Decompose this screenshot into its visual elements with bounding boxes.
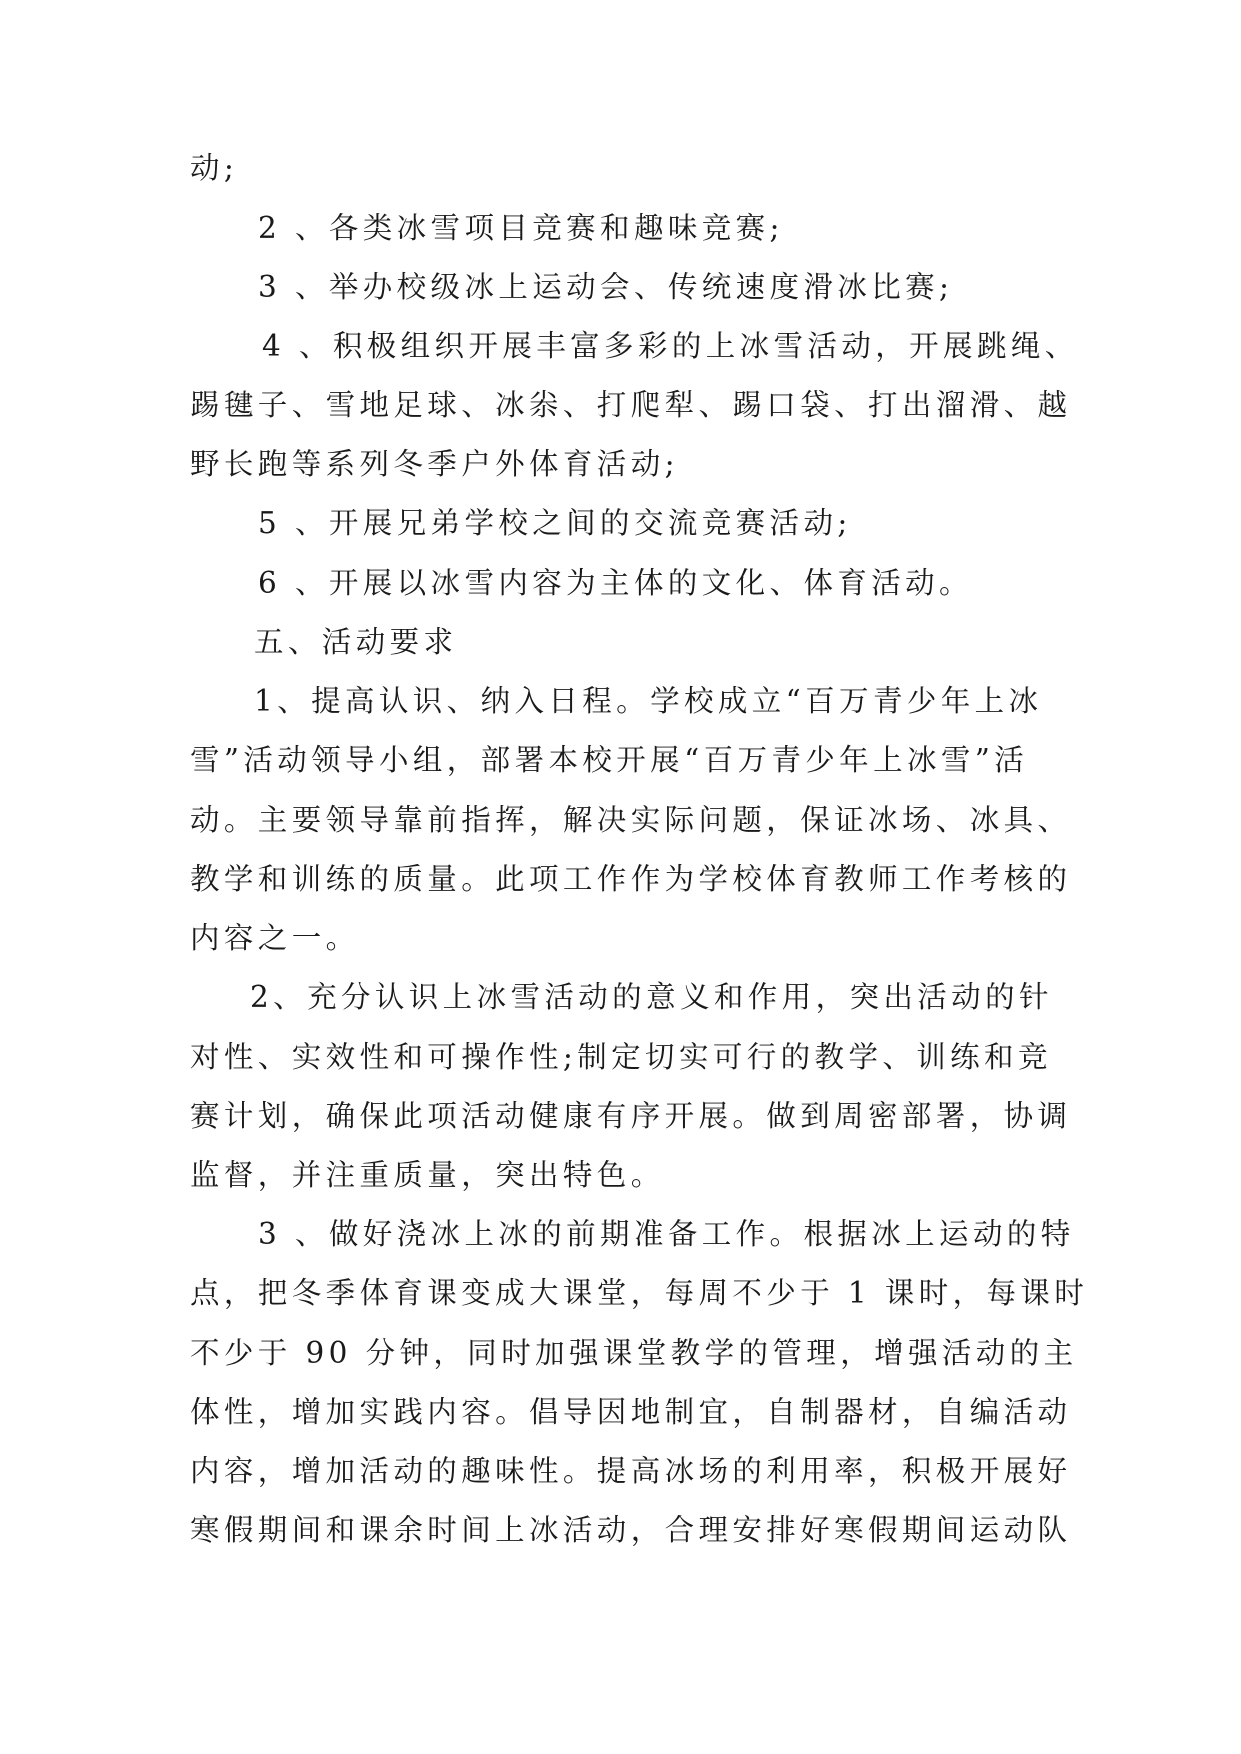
text-line-3: 3 、举办校级冰上运动会、传统速度滑冰比赛; (258, 270, 954, 304)
text-line-10: 1、提高认识、纳入日程。学校成立“百万青少年上冰 (254, 684, 1043, 718)
text-line-21: 不少于 90 分钟，同时加强课堂教学的管理，增强活动的主 (190, 1336, 1078, 1370)
text-line-7: 5 、开展兄弟学校之间的交流竞赛活动; (258, 506, 852, 540)
text-line-22: 体性，增加实践内容。倡导因地制宜，自制器材，自编活动 (190, 1395, 1072, 1429)
text-line-17: 赛计划，确保此项活动健康有序开展。做到周密部署，协调 (190, 1099, 1072, 1133)
text-line-14: 内容之一。 (190, 921, 360, 955)
text-line-12: 动。主要领导靠前指挥，解决实际问题，保证冰场、冰具、 (190, 803, 1072, 837)
text-line-11: 雪”活动领导小组，部署本校开展“百万青少年上冰雪”活 (190, 743, 1029, 777)
text-line-1: 动; (190, 151, 239, 185)
text-line-16: 对性、实效性和可操作性;制定切实可行的教学、训练和竞 (190, 1040, 1052, 1074)
text-line-5: 踢毽子、雪地足球、冰尜、打爬犁、踢口袋、打出溜滑、越 (190, 388, 1072, 422)
text-line-20: 点，把冬季体育课变成大课堂，每周不少于 1 课时，每课时 (190, 1276, 1089, 1310)
text-line-2: 2 、各类冰雪项目竞赛和趣味竞赛; (258, 211, 784, 245)
text-line-6: 野长跑等系列冬季户外体育活动; (190, 447, 679, 481)
text-line-24: 寒假期间和课余时间上冰活动，合理安排好寒假期间运动队 (190, 1513, 1072, 1547)
text-line-8: 6 、开展以冰雪内容为主体的文化、体育活动。 (258, 566, 973, 600)
section-heading: 五、活动要求 (254, 625, 458, 659)
text-line-15: 2、充分认识上冰雪活动的意义和作用，突出活动的针 (250, 980, 1053, 1014)
text-line-4: 4 、积极组织开展丰富多彩的上冰雪活动，开展跳绳、 (262, 329, 1079, 363)
text-line-23: 内容，增加活动的趣味性。提高冰场的利用率，积极开展好 (190, 1454, 1072, 1488)
text-line-18: 监督，并注重质量，突出特色。 (190, 1158, 665, 1192)
text-line-19: 3 、做好浇冰上冰的前期准备工作。根据冰上运动的特 (258, 1217, 1075, 1251)
text-line-13: 教学和训练的质量。此项工作作为学校体育教师工作考核的 (190, 862, 1072, 896)
